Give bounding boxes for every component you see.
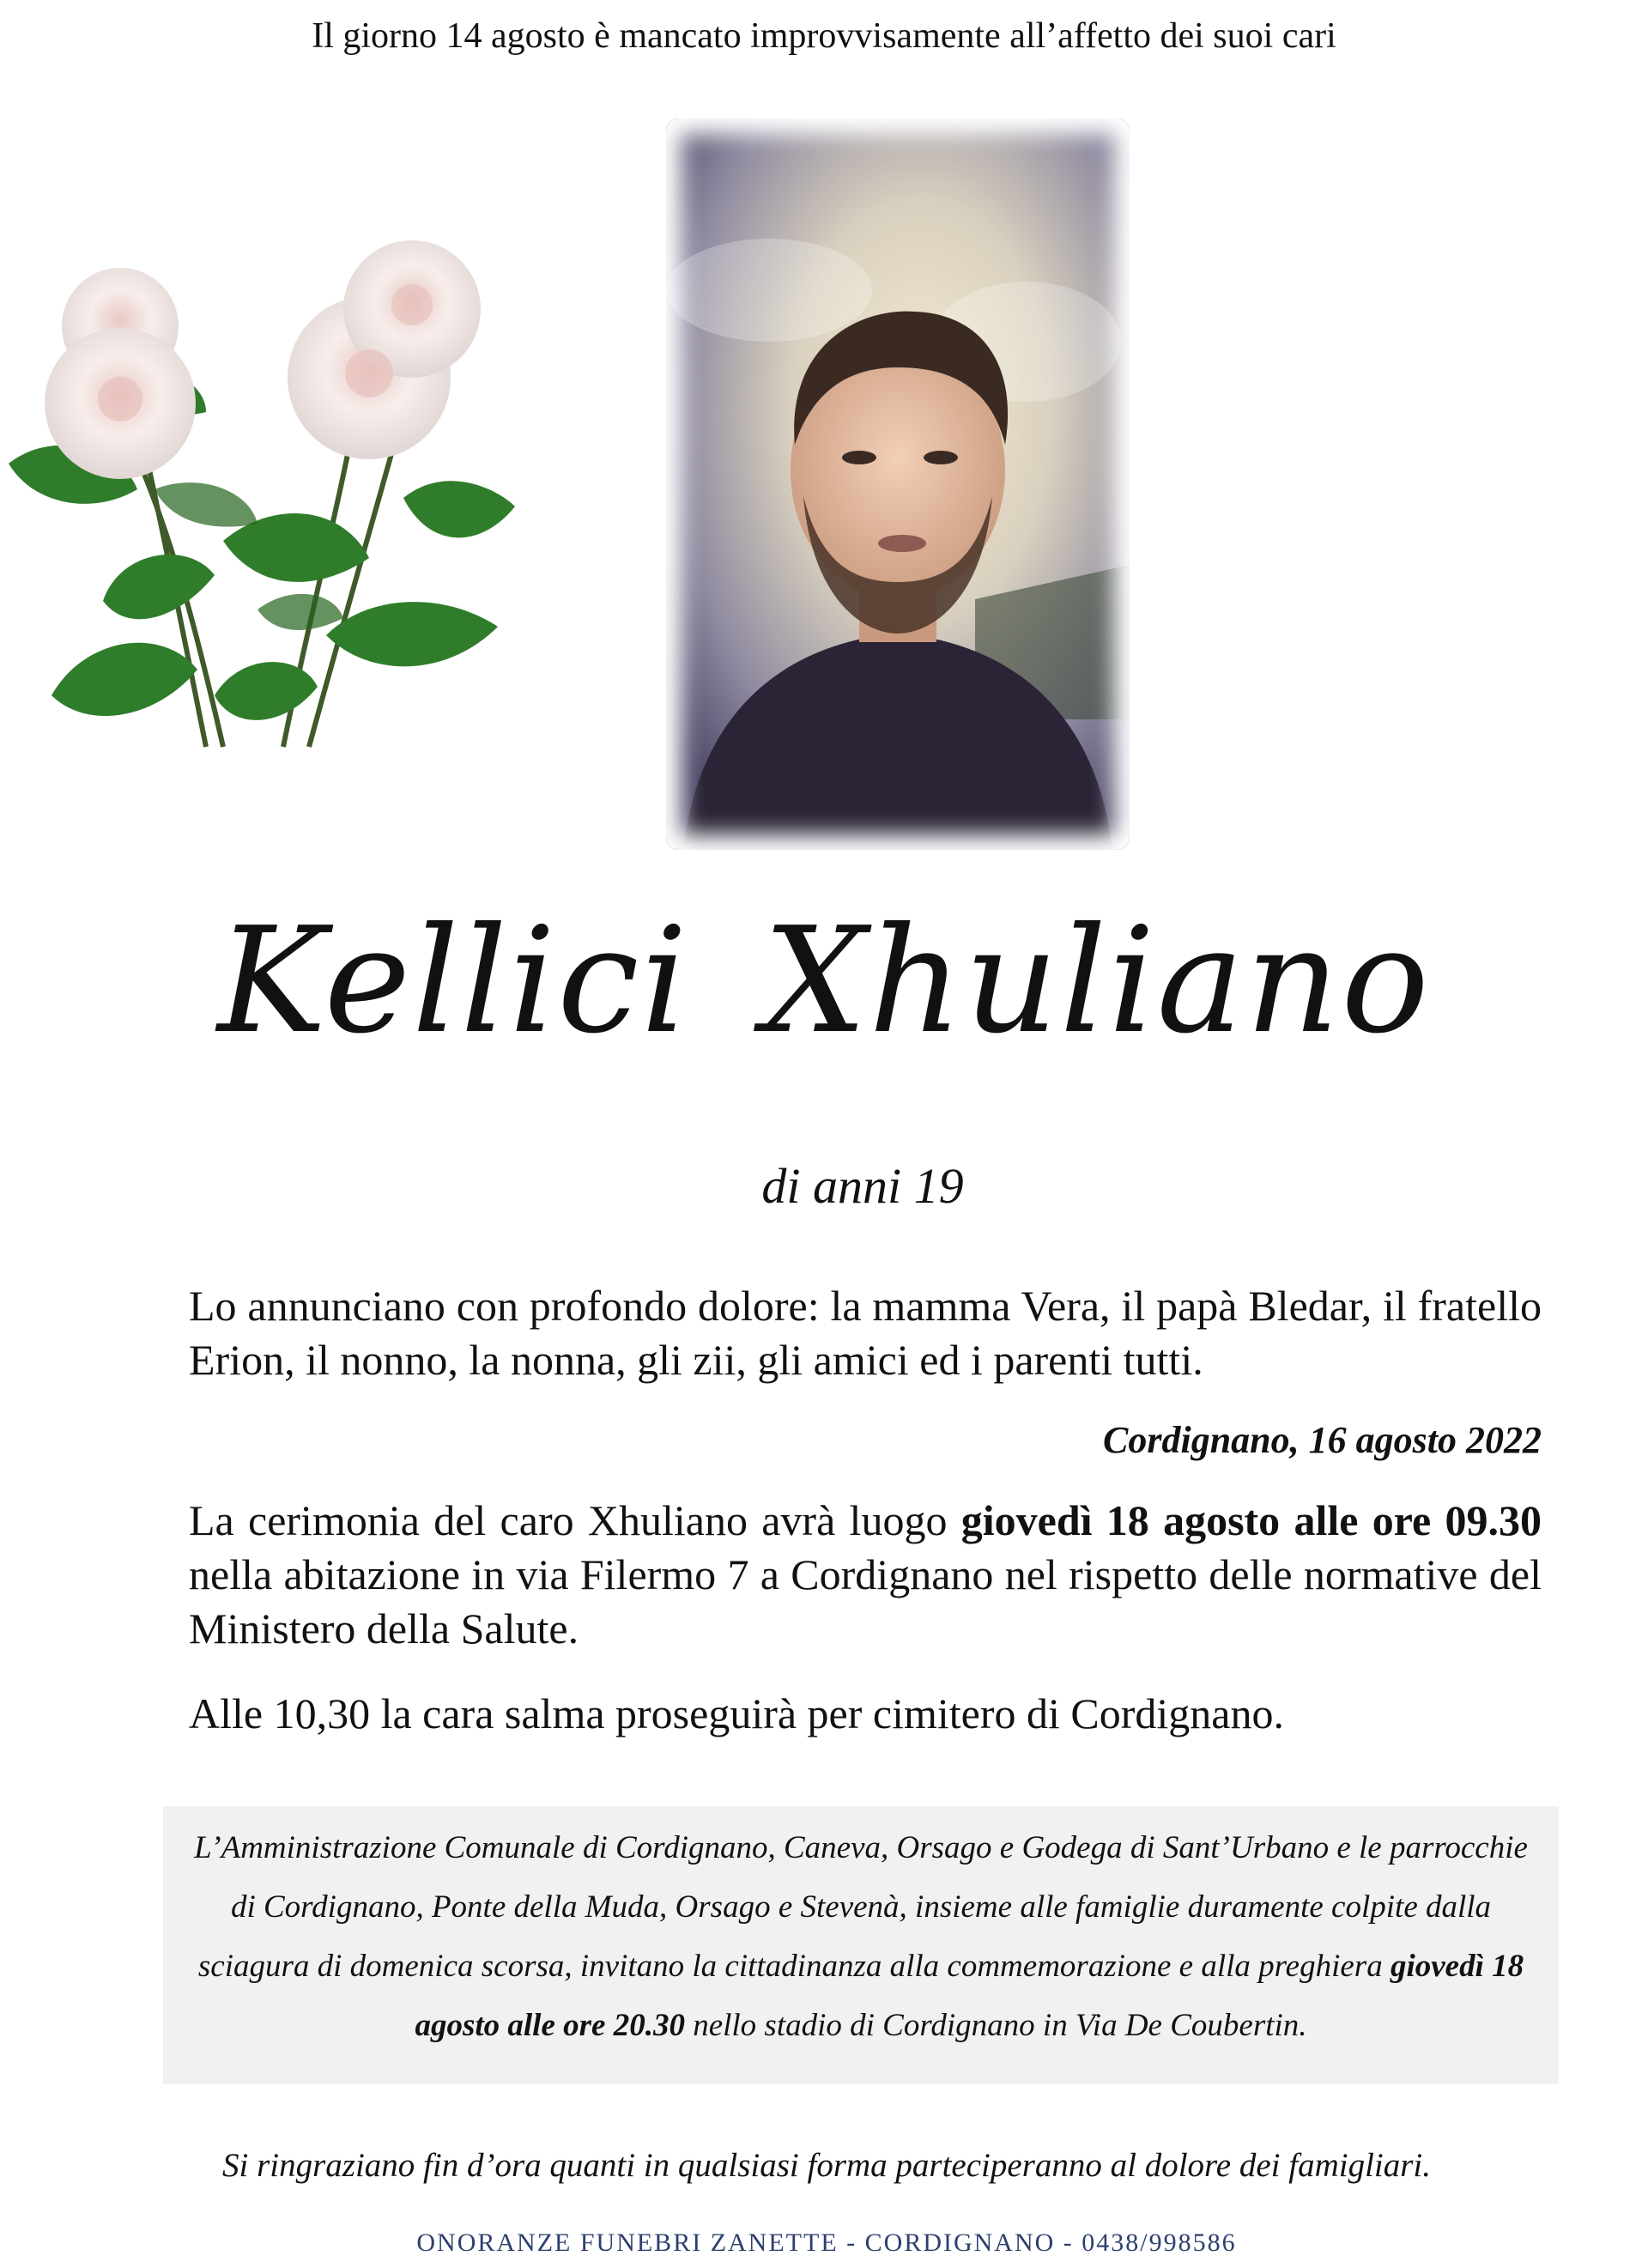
ceremony-text-post: nella abitazione in via Filermo 7 a Cordignano nel rispetto delle normative del Ministero della Salute. <box>189 1550 1542 1652</box>
commemoration-notice-text <box>189 1818 1533 2055</box>
ceremony-text-pre: La cerimonia del caro Xhuliano avrà luogo <box>189 1496 961 1544</box>
ceremony-text <box>189 1494 1542 1656</box>
procession-text: Alle 10,30 la cara salma proseguirà per cimitero di Cordignano. <box>189 1689 1284 1737</box>
roses-image <box>0 232 524 755</box>
notice-text-pre: L’Amministrazione Comunale di Cordignano, Caneva, Orsago e Godega di Sant’Urbano e le parrocchie di Cordignano, Ponte della Muda, Orsago e Stevenà, insieme alle famiglie duramente colpite dalla sciagura di domenica scorsa, invitano la cittadinanza alla commemorazione e alla preghiera <box>194 1830 1528 1984</box>
deceased-name: Kellici Xhuliano <box>217 896 1431 1066</box>
notice-text-post: nello stadio di Cordignano in Via De Coubertin. <box>684 2008 1307 2043</box>
announcement-text: Lo annunciano con profondo dolore: la mamma Vera, il papà Bledar, il fratello Erion, il nonno, la nonna, gli zii, gli amici ed i parenti tutti. <box>189 1282 1542 1384</box>
place-date: Cordignano, 16 agosto 2022 <box>1103 1419 1542 1461</box>
portrait-photo <box>666 118 1130 850</box>
thanks-text: Si ringraziano fin d’ora quanti in qualsiasi forma parteciperanno al dolore dei famigliari. <box>222 2147 1431 2184</box>
ceremony-date-time: giovedì 18 agosto alle ore 09.30 <box>960 1496 1542 1544</box>
funeral-home-footer: ONORANZE FUNEBRI ZANETTE - CORDIGNANO - 0438/998586 <box>416 2229 1237 2257</box>
notice-date-time: giovedì 18 agosto alle ore 20.30 <box>415 1949 1524 2043</box>
intro-text: Il giorno 14 agosto è mancato improvvisamente all’affetto dei suoi cari <box>312 16 1336 56</box>
age-text: di anni 19 <box>761 1158 964 1214</box>
